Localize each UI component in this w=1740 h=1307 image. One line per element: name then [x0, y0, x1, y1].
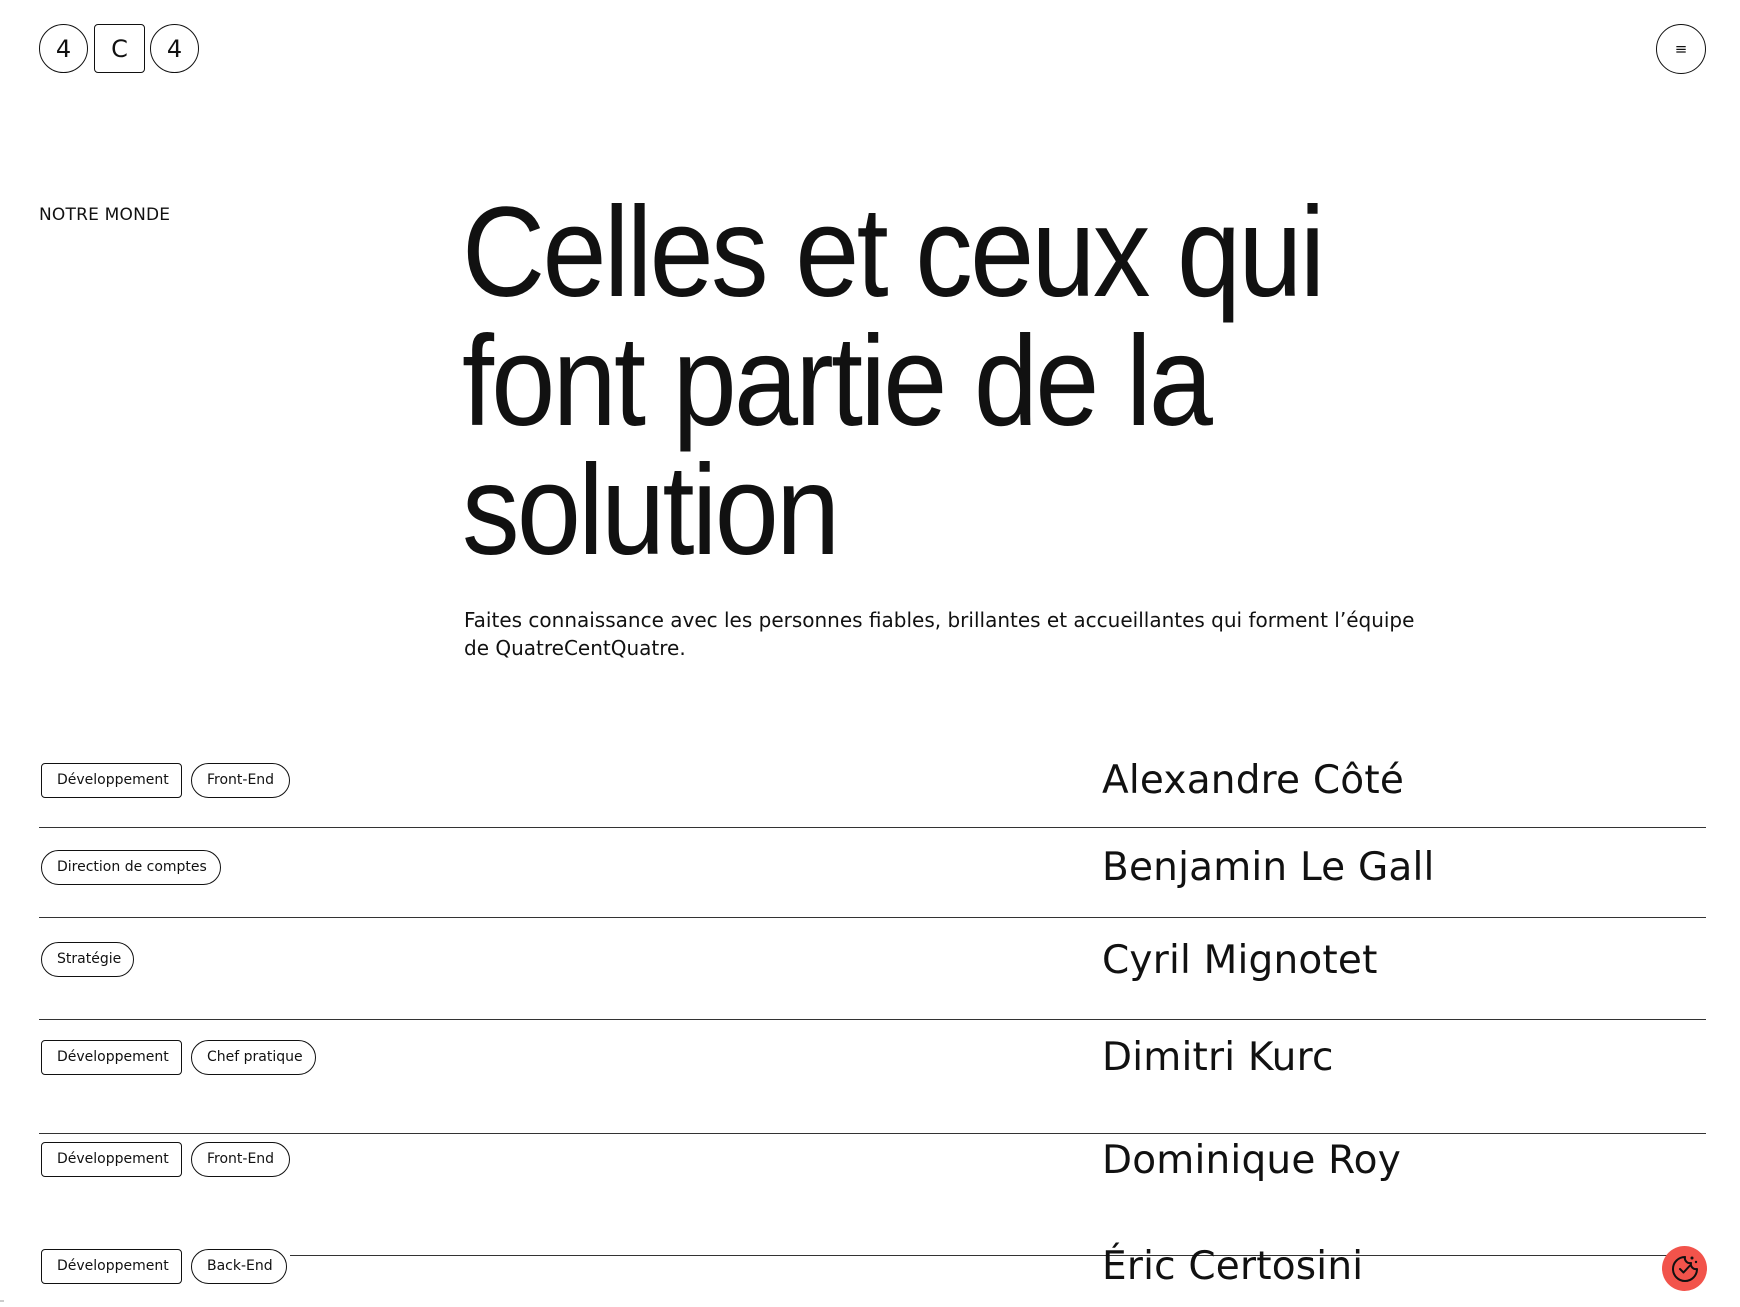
row-divider [39, 1133, 1706, 1134]
tag-specialty[interactable]: Front-End [191, 763, 290, 798]
site-logo[interactable] [39, 24, 199, 73]
section-label: NOTRE MONDE [39, 205, 171, 225]
tag-specialty[interactable]: Back-End [191, 1249, 287, 1284]
tag-department[interactable]: Développement [41, 1040, 182, 1075]
tag-department[interactable]: Développement [41, 763, 182, 798]
tag-specialty[interactable]: Chef pratique [191, 1040, 316, 1075]
corner-mark [0, 1300, 6, 1306]
hamburger-icon: ≡ [1674, 40, 1688, 58]
person-name[interactable]: Éric Certosini [1102, 1244, 1364, 1289]
person-name[interactable]: Alexandre Côté [1102, 758, 1405, 803]
tag-specialty[interactable]: Front-End [191, 1142, 290, 1177]
person-name[interactable]: Dimitri Kurc [1102, 1035, 1334, 1080]
logo-letter-c: C [94, 24, 145, 73]
tag-department[interactable]: Direction de comptes [41, 850, 221, 885]
logo-digit-four-left: 4 [39, 24, 88, 73]
person-name[interactable]: Dominique Roy [1102, 1138, 1402, 1183]
tag-department[interactable]: Développement [41, 1142, 182, 1177]
logo-digit-four-right: 4 [150, 24, 199, 73]
row-divider [39, 917, 1706, 918]
tag-department[interactable]: Stratégie [41, 942, 134, 977]
row-divider [39, 827, 1706, 828]
tag-department[interactable]: Développement [41, 1249, 182, 1284]
hero-description: Faites connaissance avec les personnes fiables, brillantes et accueillantes qui forment l’équipe de QuatreCentQuatre. [464, 608, 1415, 660]
row-divider [290, 1255, 1680, 1256]
cookie-consent-button[interactable] [1662, 1246, 1707, 1291]
menu-button[interactable] [1656, 24, 1706, 74]
person-name[interactable]: Benjamin Le Gall [1102, 845, 1435, 890]
row-divider [39, 1019, 1706, 1020]
cookie-icon [1670, 1254, 1700, 1284]
page-title: Celles et ceux qui font partie de la solution [462, 181, 1323, 582]
person-name[interactable]: Cyril Mignotet [1102, 938, 1378, 983]
